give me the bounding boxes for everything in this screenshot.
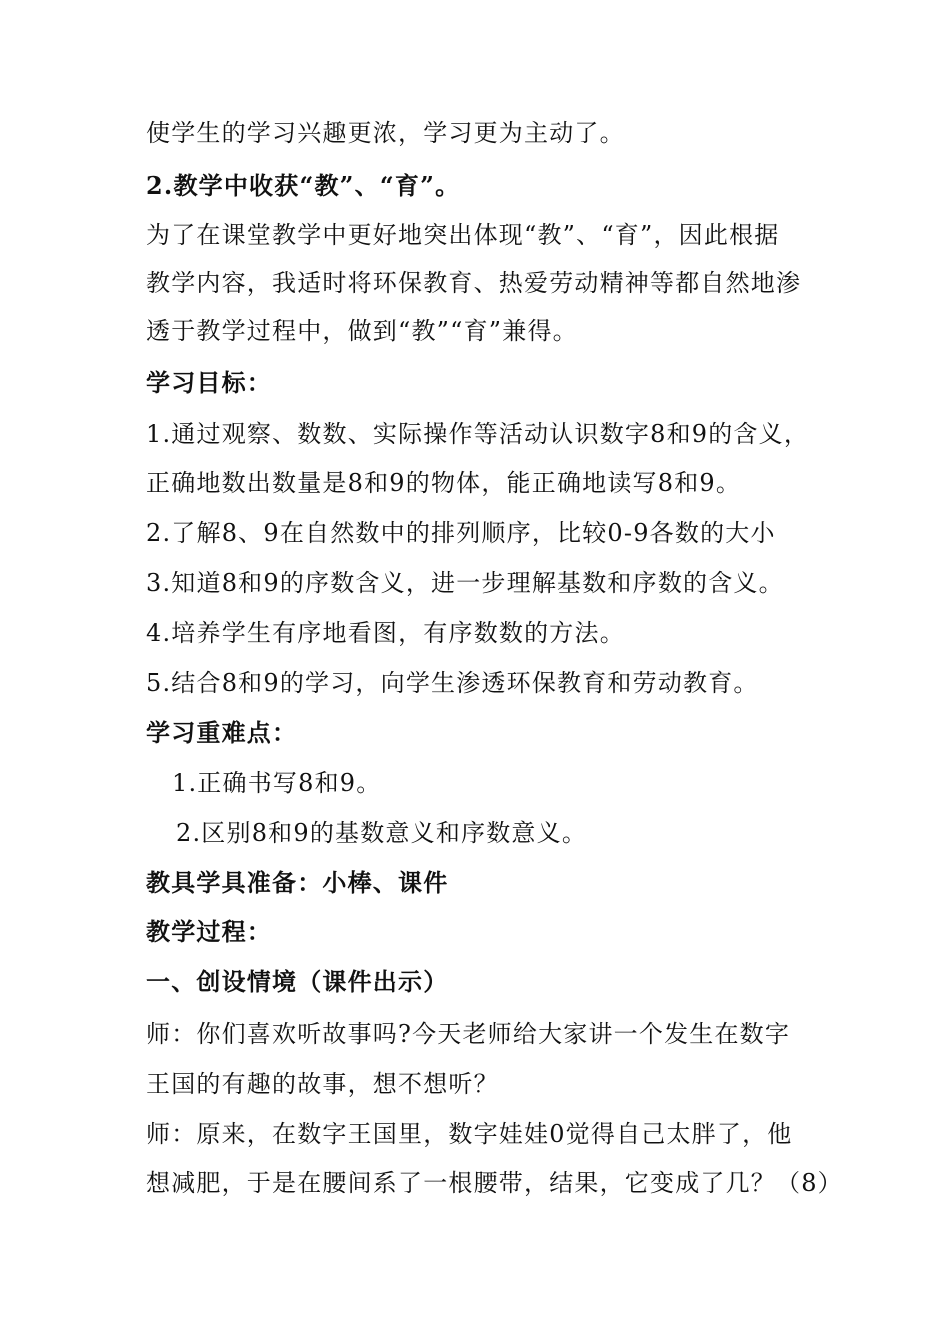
paragraph-line: 师：原来，在数字王国里，数字娃娃0觉得自己太胖了，他: [146, 1120, 793, 1148]
heading-line: 学习目标：: [146, 368, 272, 397]
list-item-line: 1.正确书写8和9。: [172, 769, 382, 797]
paragraph-line: 教学内容，我适时将环保教育、热爱劳动精神等都自然地渗: [146, 269, 802, 297]
paragraph-line: 透于教学过程中，做到“教”“育”兼得。: [146, 317, 578, 345]
list-item-line: 3.知道8和9的序数含义，进一步理解基数和序数的含义。: [146, 569, 784, 597]
list-item-line: 正确地数出数量是8和9的物体，能正确地读写8和9。: [146, 469, 742, 497]
list-item-line: 4.培养学生有序地看图，有序数数的方法。: [146, 619, 625, 647]
list-item-line: 5.结合8和9的学习，向学生渗透环保教育和劳动教育。: [146, 669, 759, 697]
list-item-line: 2.了解8、9在自然数中的排列顺序，比较0-9各数的大小: [146, 519, 776, 547]
paragraph-line: 王国的有趣的故事，想不想听？: [146, 1070, 499, 1098]
paragraph-line: 想减肥，于是在腰间系了一根腰带，结果，它变成了几？（8）: [146, 1169, 843, 1197]
list-item-line: 2.区别8和9的基数意义和序数意义。: [176, 819, 588, 847]
heading-line: 教具学具准备：小棒、课件: [146, 868, 449, 897]
paragraph-line: 师：你们喜欢听故事吗?今天老师给大家讲一个发生在数字: [146, 1020, 791, 1048]
section-heading: 一、创设情境（课件出示）: [146, 968, 449, 996]
list-item-line: 1.通过观察、数数、实际操作等活动认识数字8和9的含义，: [146, 420, 810, 448]
heading-line: 教学过程：: [146, 917, 272, 946]
paragraph-line: 为了在课堂教学中更好地突出体现“教”、“育”，因此根据: [146, 221, 780, 249]
paragraph-line: 使学生的学习兴趣更浓，学习更为主动了。: [146, 119, 625, 147]
heading-line: 学习重难点：: [146, 718, 298, 747]
subheading-line: 2.教学中收获“教”、“育”。: [146, 171, 461, 200]
